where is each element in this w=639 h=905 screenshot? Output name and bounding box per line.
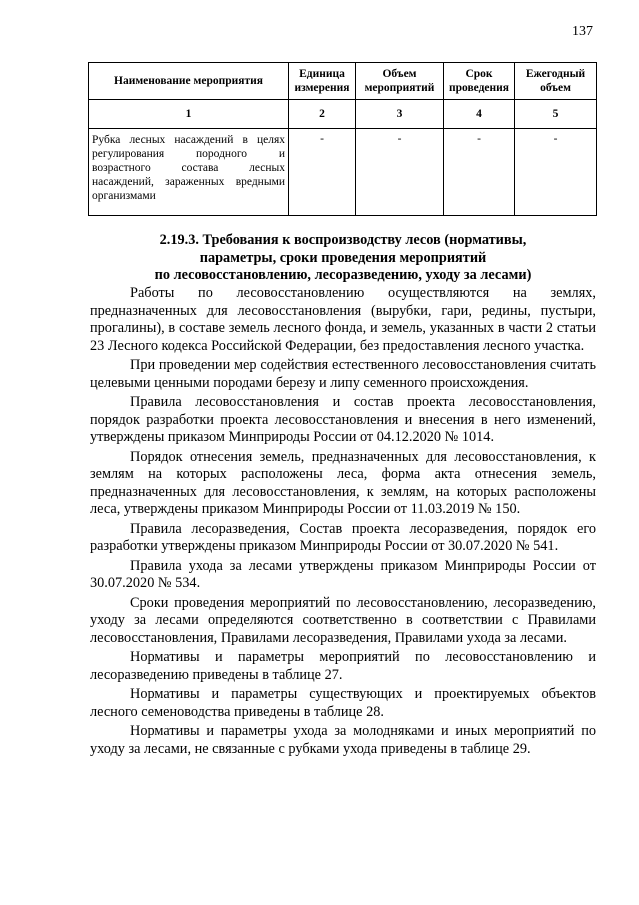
header-activity-name: Наименование мероприятия [89,63,289,100]
column-number: 1 [89,100,289,129]
paragraph: Правила лесовосстановления и состав проекта лесовосстановления, порядок разработки проекта лесовосстановления и внесения в него изменений, утверждены приказом Минприроды России от 04.12.2020 № 1014. [90,394,596,445]
column-number: 2 [289,100,356,129]
section-body [90,285,596,760]
period-cell: - [444,129,515,216]
paragraph: Порядок отнесения земель, предназначенных для лесовосстановления, к землям на которых расположены леса, форма акта отнесения земель, предназначенных для лесовосстановления, к землям, на которых расположены леса, утверждены приказом Минприроды России от 11.03.2019 № 150. [90,448,596,517]
annual-volume-cell: - [515,129,597,216]
table-header-row [89,63,597,100]
paragraph: Работы по лесовосстановлению осуществляются на землях, предназначенных для лесовосстановления (вырубки, гари, редины, пустыри, прогалины), в составе земель лесного фонда, и земель, указанных в части 2 статьи 23 Лесного кодекса Российской Федерации, без предоставления лесного участка. [90,285,596,354]
paragraph: Правила ухода за лесами утверждены приказом Минприроды России от 30.07.2020 № 534. [90,557,596,591]
header-unit: Единица измерения [289,63,356,100]
header-annual-volume: Ежегодный объем [515,63,597,100]
activity-name-cell: Рубка лесных насаждений в целях регулирования породного и возрастного состава лесных насаждений, зараженных вредными организмами [89,129,289,216]
section-heading [90,232,596,285]
paragraph: Правила лесоразведения, Состав проекта лесоразведения, порядок его разработки утверждены приказом Минприроды России от 30.07.2020 № 541. [90,520,596,554]
column-number-row [89,100,597,129]
section-heading-line: 2.19.3. Требования к воспроизводству лесов (нормативы, [159,232,527,248]
column-number: 3 [356,100,444,129]
unit-cell: - [289,129,356,216]
paragraph: Нормативы и параметры ухода за молодняками и иных мероприятий по уходу за лесами, не связанные с рубками ухода приведены в таблице 29. [90,723,596,757]
paragraph: Сроки проведения мероприятий по лесовосстановлению, лесоразведению, уходу за лесами определяются соответственно в соответствии с Правилами лесовосстановления, Правилами лесоразведения, Правилами ухода за лесами. [90,594,596,646]
section-heading-line: параметры, сроки проведения мероприятий [199,249,487,266]
paragraph: Нормативы и параметры существующих и проектируемых объектов лесного семеноводства приведены в таблице 28. [90,686,596,720]
paragraph: Нормативы и параметры мероприятий по лесовосстановлению и лесоразведению приведены в таблице 27. [90,649,596,683]
header-volume: Объем мероприятий [356,63,444,100]
section-heading-line: по лесовосстановлению, лесоразведению, уходу за лесами) [154,267,532,283]
column-number: 5 [515,100,597,129]
column-number: 4 [444,100,515,129]
header-period: Срок проведения [444,63,515,100]
table-row [89,129,597,216]
page-number: 137 [572,24,593,39]
volume-cell: - [356,129,444,216]
paragraph: При проведении мер содействия естественного лесовосстановления считать целевыми ценными породами березу и липу семенного происхождения. [90,357,596,391]
activities-table [88,62,597,216]
